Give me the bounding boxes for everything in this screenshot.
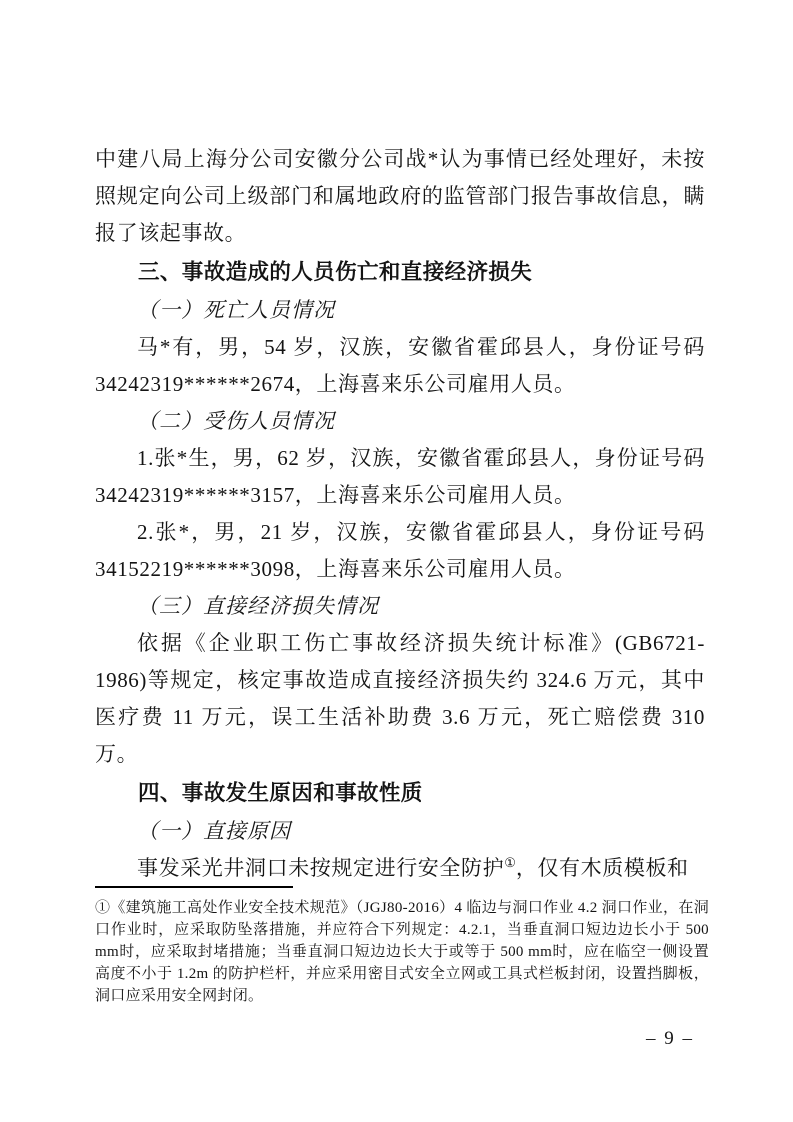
- paragraph-intro-continuation: 中建八局上海分公司安徽分公司战*认为事情已经处理好，未按照规定向公司上级部门和属地政府的监管部门报告事故信息，瞒报了该起事故。: [95, 147, 705, 245]
- footnote-divider: [95, 886, 293, 888]
- footnote-area: [95, 886, 709, 1007]
- paragraph-injured-person-2: 2.张*，男，21 岁，汉族，安徽省霍邱县人，身份证号码34152219******3098，上海喜来乐公司雇用人员。: [95, 520, 705, 581]
- page-number: – 9 –: [646, 1028, 694, 1049]
- paragraph-death-person: 马*有，男，54 岁，汉族，安徽省霍邱县人，身份证号码34242319******2674，上海喜来乐公司雇用人员。: [95, 335, 705, 396]
- paragraph-economic-loss: 依据《企业职工伤亡事故经济损失统计标准》(GB6721-1986)等规定，核定事故造成直接经济损失约 324.6 万元，其中医疗费 11 万元，误工生活补助费 3.6 万元，死亡赔偿费 310 万。: [95, 631, 705, 766]
- subsection-economic-loss-heading: （三）直接经济损失情况: [137, 594, 379, 618]
- footnote-reference-mark: ①: [504, 855, 516, 870]
- section-three-heading: 三、事故造成的人员伤亡和直接经济损失: [138, 260, 533, 284]
- paragraph-direct-cause: [95, 850, 705, 887]
- footnote-text: ①《建筑施工高处作业安全技术规范》（JGJ80-2016）4 临边与洞口作业 4.2 洞口作业，在洞口作业时，应采取防坠落措施，并应符合下列规定：4.2.1，当垂直洞口短边边长小于 500 mm时，应采取封堵措施；当垂直洞口短边边长大于或等于 500 mm时，应在临空一侧设置高度不小于 1.2m 的防护栏杆，并应采用密目式安全立网或工具式栏板封闭，设置挡脚板，洞口应采用安全网封闭。: [95, 900, 709, 1004]
- direct-cause-text-after-ref: ，仅有木质模板和: [515, 856, 689, 880]
- section-four-heading: 四、事故发生原因和事故性质: [138, 781, 423, 805]
- subsection-direct-cause-heading: （一）直接原因: [137, 819, 291, 843]
- direct-cause-text-before-ref: 事发采光井洞口未按规定进行安全防护: [137, 856, 505, 880]
- subsection-injured-heading: （二）受伤人员情况: [137, 409, 335, 433]
- document-body: [95, 141, 705, 887]
- subsection-death-heading: （一）死亡人员情况: [137, 298, 335, 322]
- paragraph-injured-person-1: 1.张*生，男，62 岁，汉族，安徽省霍邱县人，身份证号码34242319******3157，上海喜来乐公司雇用人员。: [95, 446, 705, 507]
